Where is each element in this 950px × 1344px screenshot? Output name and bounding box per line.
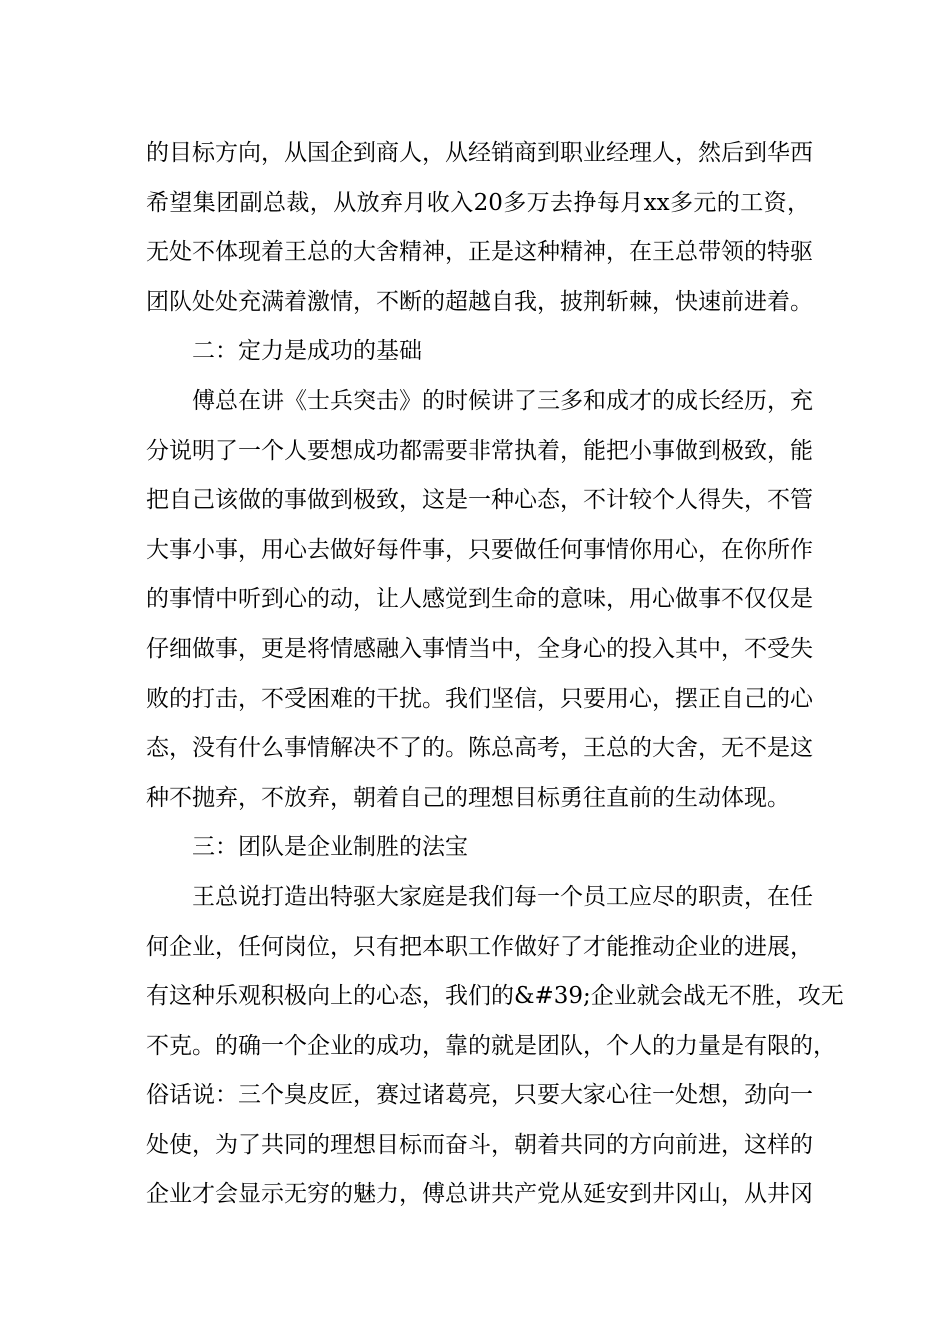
paragraph-first-line: 傅总在讲《士兵突击》的时候讲了三多和成才的成长经历，充 [192, 387, 813, 414]
text-line: 团队处处充满着激情，不断的超越自我，披荆斩棘，快速前进着。 [146, 288, 813, 315]
section-heading: 三：团队是企业制胜的法宝 [192, 834, 468, 861]
text-line: 处使，为了共同的理想目标而奋斗，朝着共同的方向前进，这样的 [146, 1131, 813, 1158]
section-heading: 二：定力是成功的基础 [192, 338, 422, 365]
text-line: 仔细做事，更是将情感融入事情当中，全身心的投入其中，不受失 [146, 635, 813, 662]
text-line: 把自己该做的事做到极致，这是一种心态，不计较个人得失，不管 [146, 487, 813, 514]
text-line: 何企业，任何岗位，只有把本职工作做好了才能推动企业的进展， [146, 933, 813, 960]
document-body [146, 129, 844, 1220]
text-line: 俗话说：三个臭皮匠，赛过诸葛亮，只要大家心往一处想，劲向一 [146, 1082, 813, 1109]
text-line: 不克。的确一个企业的成功，靠的就是团队，个人的力量是有限的， [146, 1032, 836, 1059]
text-line: 种不抛弃，不放弃，朝着自己的理想目标勇往直前的生动体现。 [146, 784, 790, 811]
text-line: 无处不体现着王总的大舍精神，正是这种精神，在王总带领的特驱 [146, 239, 813, 266]
text-line: 败的打击，不受困难的干扰。我们坚信，只要用心，摆正自己的心 [146, 685, 813, 712]
text-line: 希望集团副总裁，从放弃月收入20多万去挣每月xx多元的工资， [146, 189, 810, 216]
text-line: 企业才会显示无穷的魅力，傅总讲共产党从延安到井冈山，从井冈 [146, 1181, 813, 1208]
text-line: 大事小事，用心去做好每件事，只要做任何事情你用心，在你所作 [146, 536, 813, 563]
text-line: 分说明了一个人要想成功都需要非常执着，能把小事做到极致，能 [146, 437, 813, 464]
text-line: 态，没有什么事情解决不了的。陈总高考，王总的大舍，无不是这 [146, 735, 813, 762]
text-line: 的目标方向，从国企到商人，从经销商到职业经理人，然后到华西 [146, 140, 813, 166]
text-line: 的事情中听到心的动，让人感觉到生命的意味，用心做事不仅仅是 [146, 586, 813, 613]
paragraph-first-line: 王总说打造出特驱大家庭是我们每一个员工应尽的职责，在任 [192, 883, 813, 910]
text-line: 有这种乐观积极向上的心态，我们的&#39;企业就会战无不胜，攻无 [146, 983, 844, 1010]
